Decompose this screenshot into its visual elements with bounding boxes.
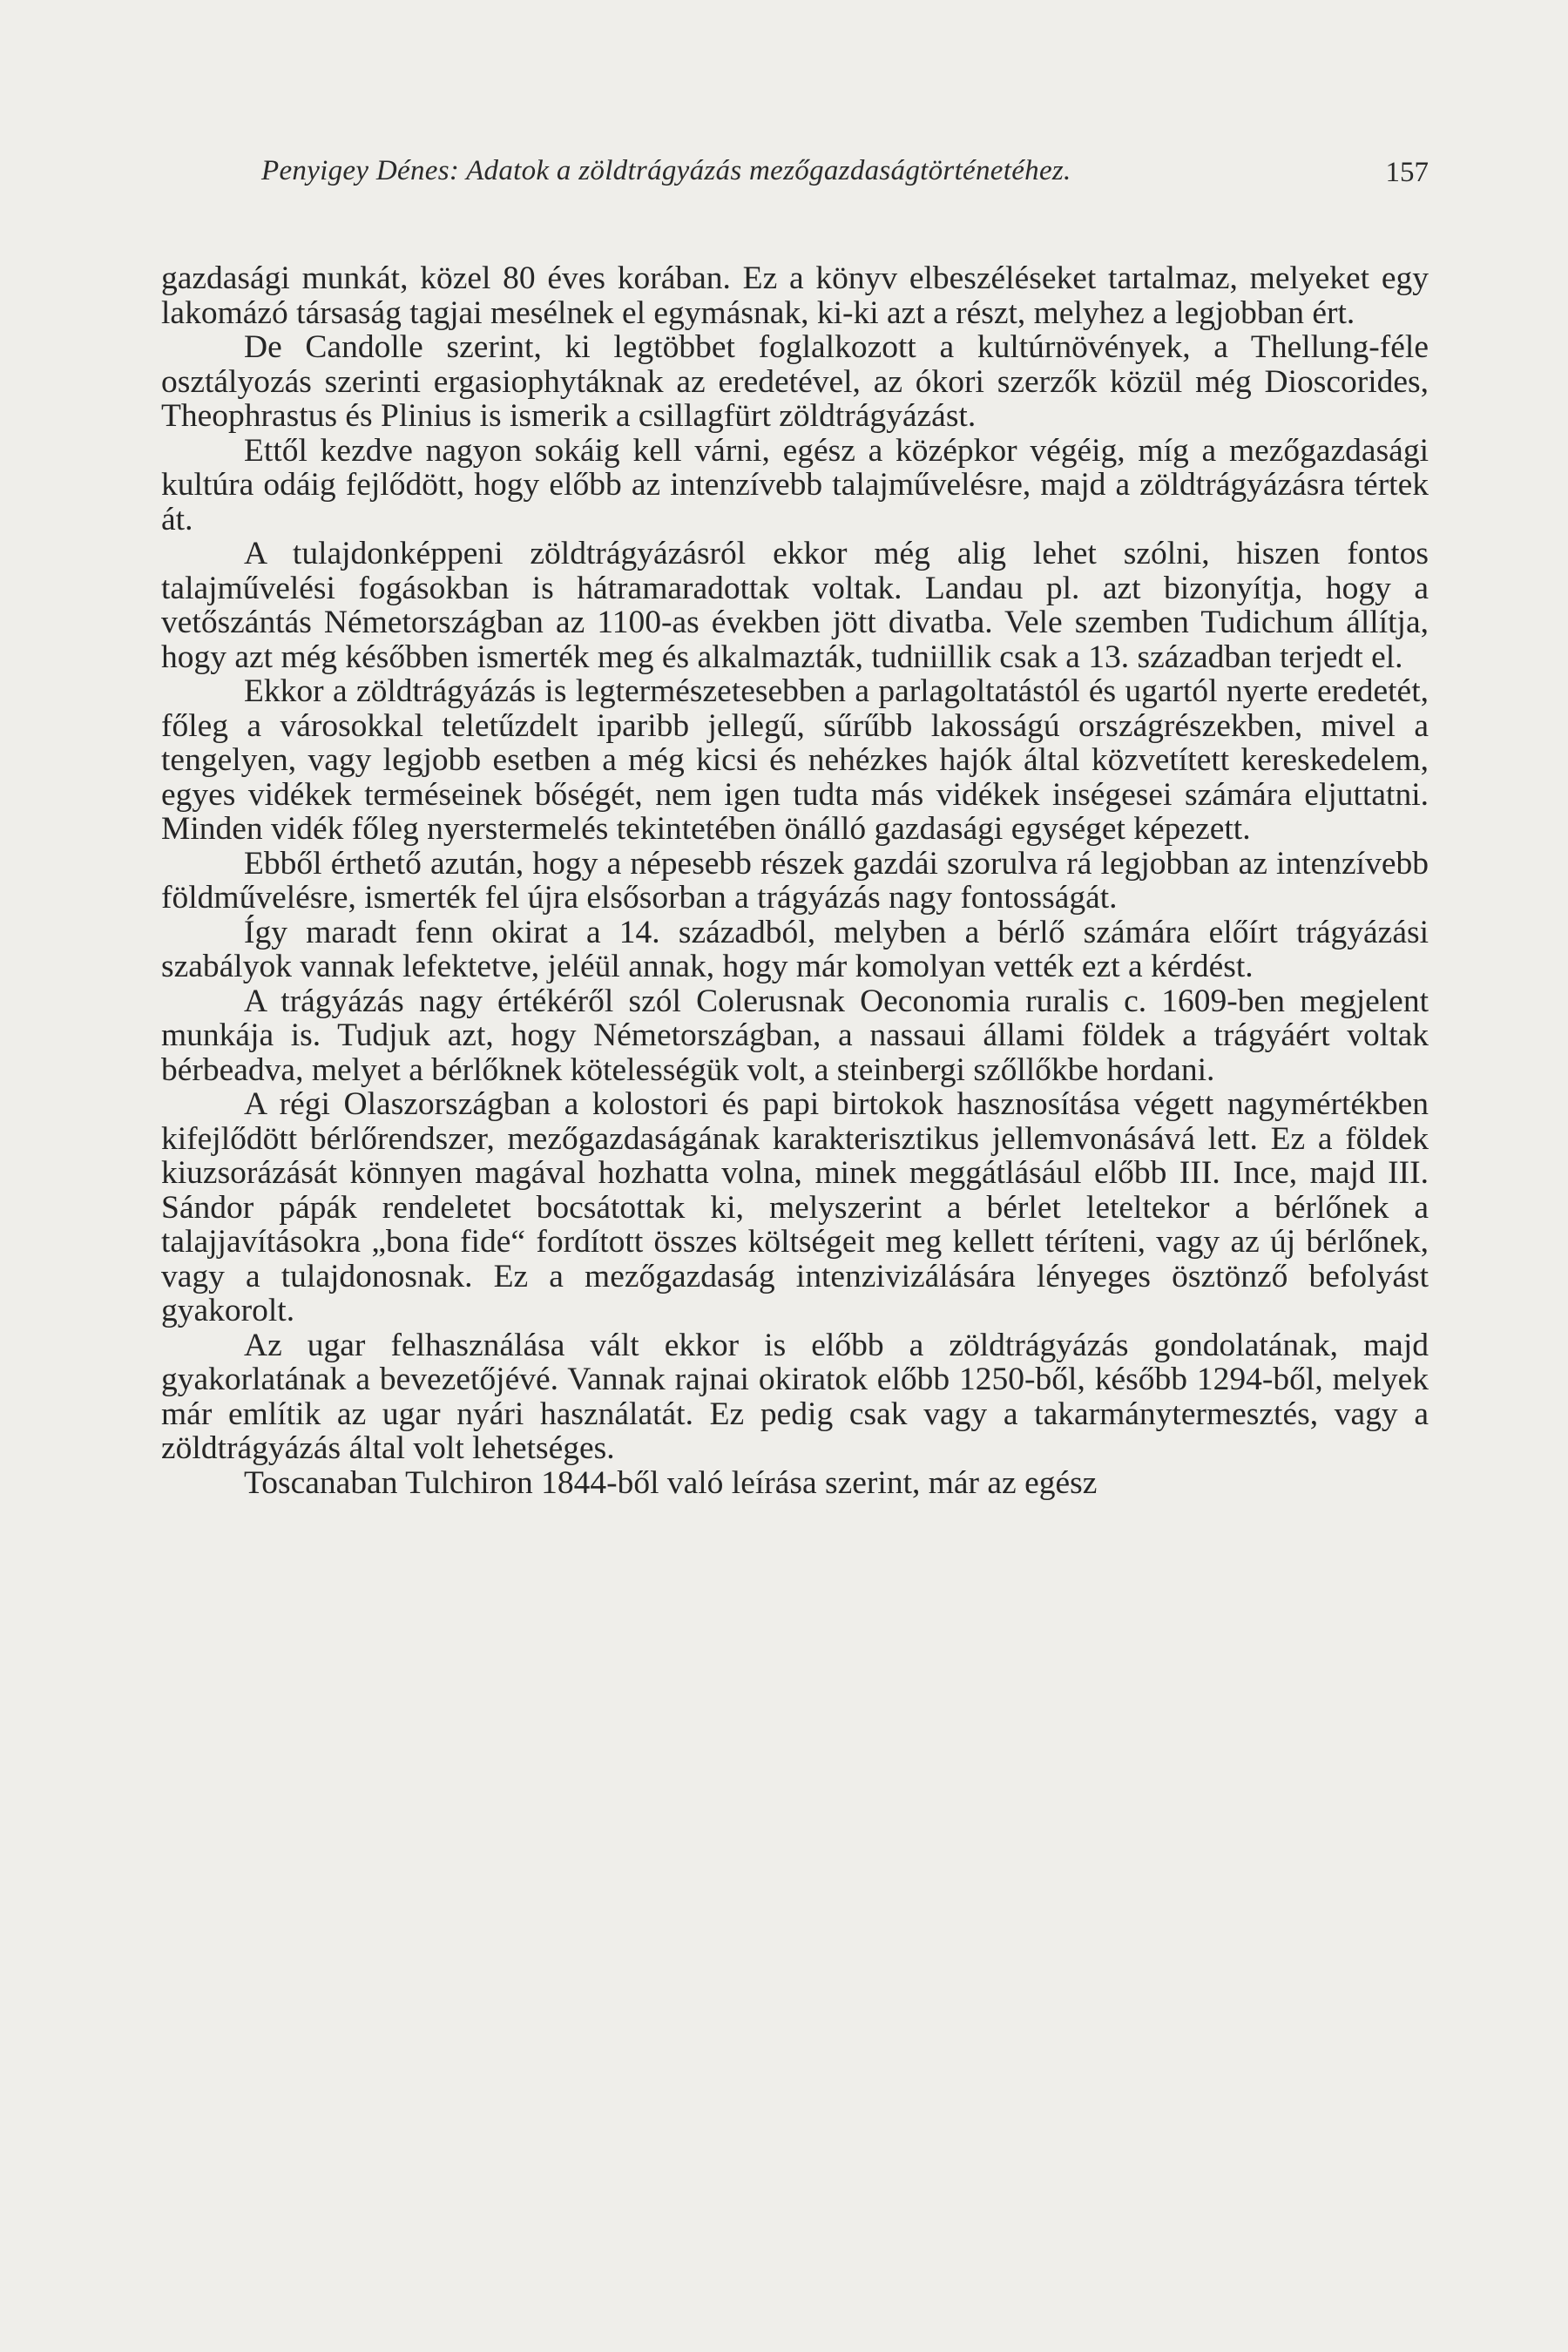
paragraph: De Candolle szerint, ki legtöbbet foglalkozott a kultúrnövények, a Thellung-féle osztályozás szerinti ergasiophytáknak az eredetével, az ókori szerzők közül még Dioscorides, Theophrastus és Plinius is ismerik a csillagfürt zöldtrágyázást. bbox=[161, 329, 1429, 434]
paragraph: Így maradt fenn okirat a 14. századból, melyben a bérlő számára előírt trágyázási szabályok vannak lefektetve, jeléül annak, hogy már komolyan vették ezt a kérdést. bbox=[161, 914, 1429, 984]
page-number: 157 bbox=[1385, 157, 1429, 188]
paragraph: Az ugar felhasználása vált ekkor is előbb a zöldtrágyázás gondolatának, majd gyakorlatának a bevezetőjévé. Vannak rajnai okiratok előbb 1250-ből, később 1294-ből, melyek már említik az ugar nyári használatát. Ez pedig csak vagy a takarmánytermesztés, vagy a zöldtrágyázás által volt lehetséges. bbox=[161, 1327, 1429, 1466]
body-text bbox=[161, 261, 1429, 1500]
paragraph: Ekkor a zöldtrágyázás is legtermészetesebben a parlagoltatástól és ugartól nyerte eredetét, főleg a városokkal teletűzdelt iparibb jellegű, sűrűbb lakosságú országrészekben, mivel a tengelyen, vagy legjobb esetben a még kicsi és nehézkes hajók által közvetített kereskedelem, egyes vidékek terméseinek bőségét, nem igen tudta más vidékek inségesei számára eljuttatni. Minden vidék főleg nyerstermelés tekintetében önálló gazdasági egységet képezett. bbox=[161, 673, 1429, 847]
paragraph: A trágyázás nagy értékéről szól Colerusnak Oeconomia ruralis c. 1609-ben megjelent munkája is. Tudjuk azt, hogy Németországban, a nassaui állami földek a trágyáért voltak bérbeadva, melyet a bérlőknek kötelességük volt, a steinbergi szőllőkbe hordani. bbox=[161, 983, 1429, 1088]
paragraph: Ebből érthető azután, hogy a népesebb részek gazdái szorulva rá legjobban az intenzívebb földművelésre, ismerték fel újra elsősorban a trágyázás nagy fontosságát. bbox=[161, 845, 1429, 916]
paragraph: Toscanaban Tulchiron 1844-ből való leírása szerint, már az egész bbox=[244, 1464, 1098, 1501]
paragraph: A tulajdonképpeni zöldtrágyázásról ekkor még alig lehet szólni, hiszen fontos talajművelési fogásokban is hátramaradottak voltak. Landau pl. azt bizonyítja, hogy a vetőszántás Németországban az 1100-as években jött divatba. Vele szemben Tudichum állítja, hogy azt még későbben ismerték meg és alkalmazták, tudniillik csak a 13. században terjedt el. bbox=[161, 536, 1429, 675]
running-title: Penyigey Dénes: Adatok a zöldtrágyázás mezőgazdaságtörténetéhez. bbox=[261, 155, 1071, 186]
running-head bbox=[261, 155, 1429, 199]
paragraph: A régi Olaszországban a kolostori és papi birtokok hasznosítása végett nagymértékben kifejlődött bérlőrendszer, mezőgazdaságának karakterisztikus jellemvonásává lett. Ez a földek kiuzsorázását könnyen magával hozhatta volna, minek meggátlásául előbb III. Ince, majd III. Sándor pápák rendeletet bocsátottak ki, melyszerint a bérlet leteltekor a bérlőnek a talajjavításokra „bona fide“ fordított összes költségeit meg kellett téríteni, vagy az új bérlőnek, vagy a tulajdonosnak. Ez a mezőgazdaság intenzivizálására lényeges ösztönző befolyást gyakorolt. bbox=[161, 1086, 1429, 1328]
paragraph-continuation: gazdasági munkát, közel 80 éves korában. Ez a könyv elbeszéléseket tartalmaz, melyeket egy lakomázó társaság tagjai mesélnek el egymásnak, ki-ki azt a részt, melyhez a legjobban ért. bbox=[161, 260, 1429, 331]
paragraph: Ettől kezdve nagyon sokáig kell várni, egész a középkor végéig, míg a mezőgazdasági kultúra odáig fejlődött, hogy előbb az intenzívebb talajművelésre, majd a zöldtrágyázásra tértek át. bbox=[161, 432, 1429, 537]
